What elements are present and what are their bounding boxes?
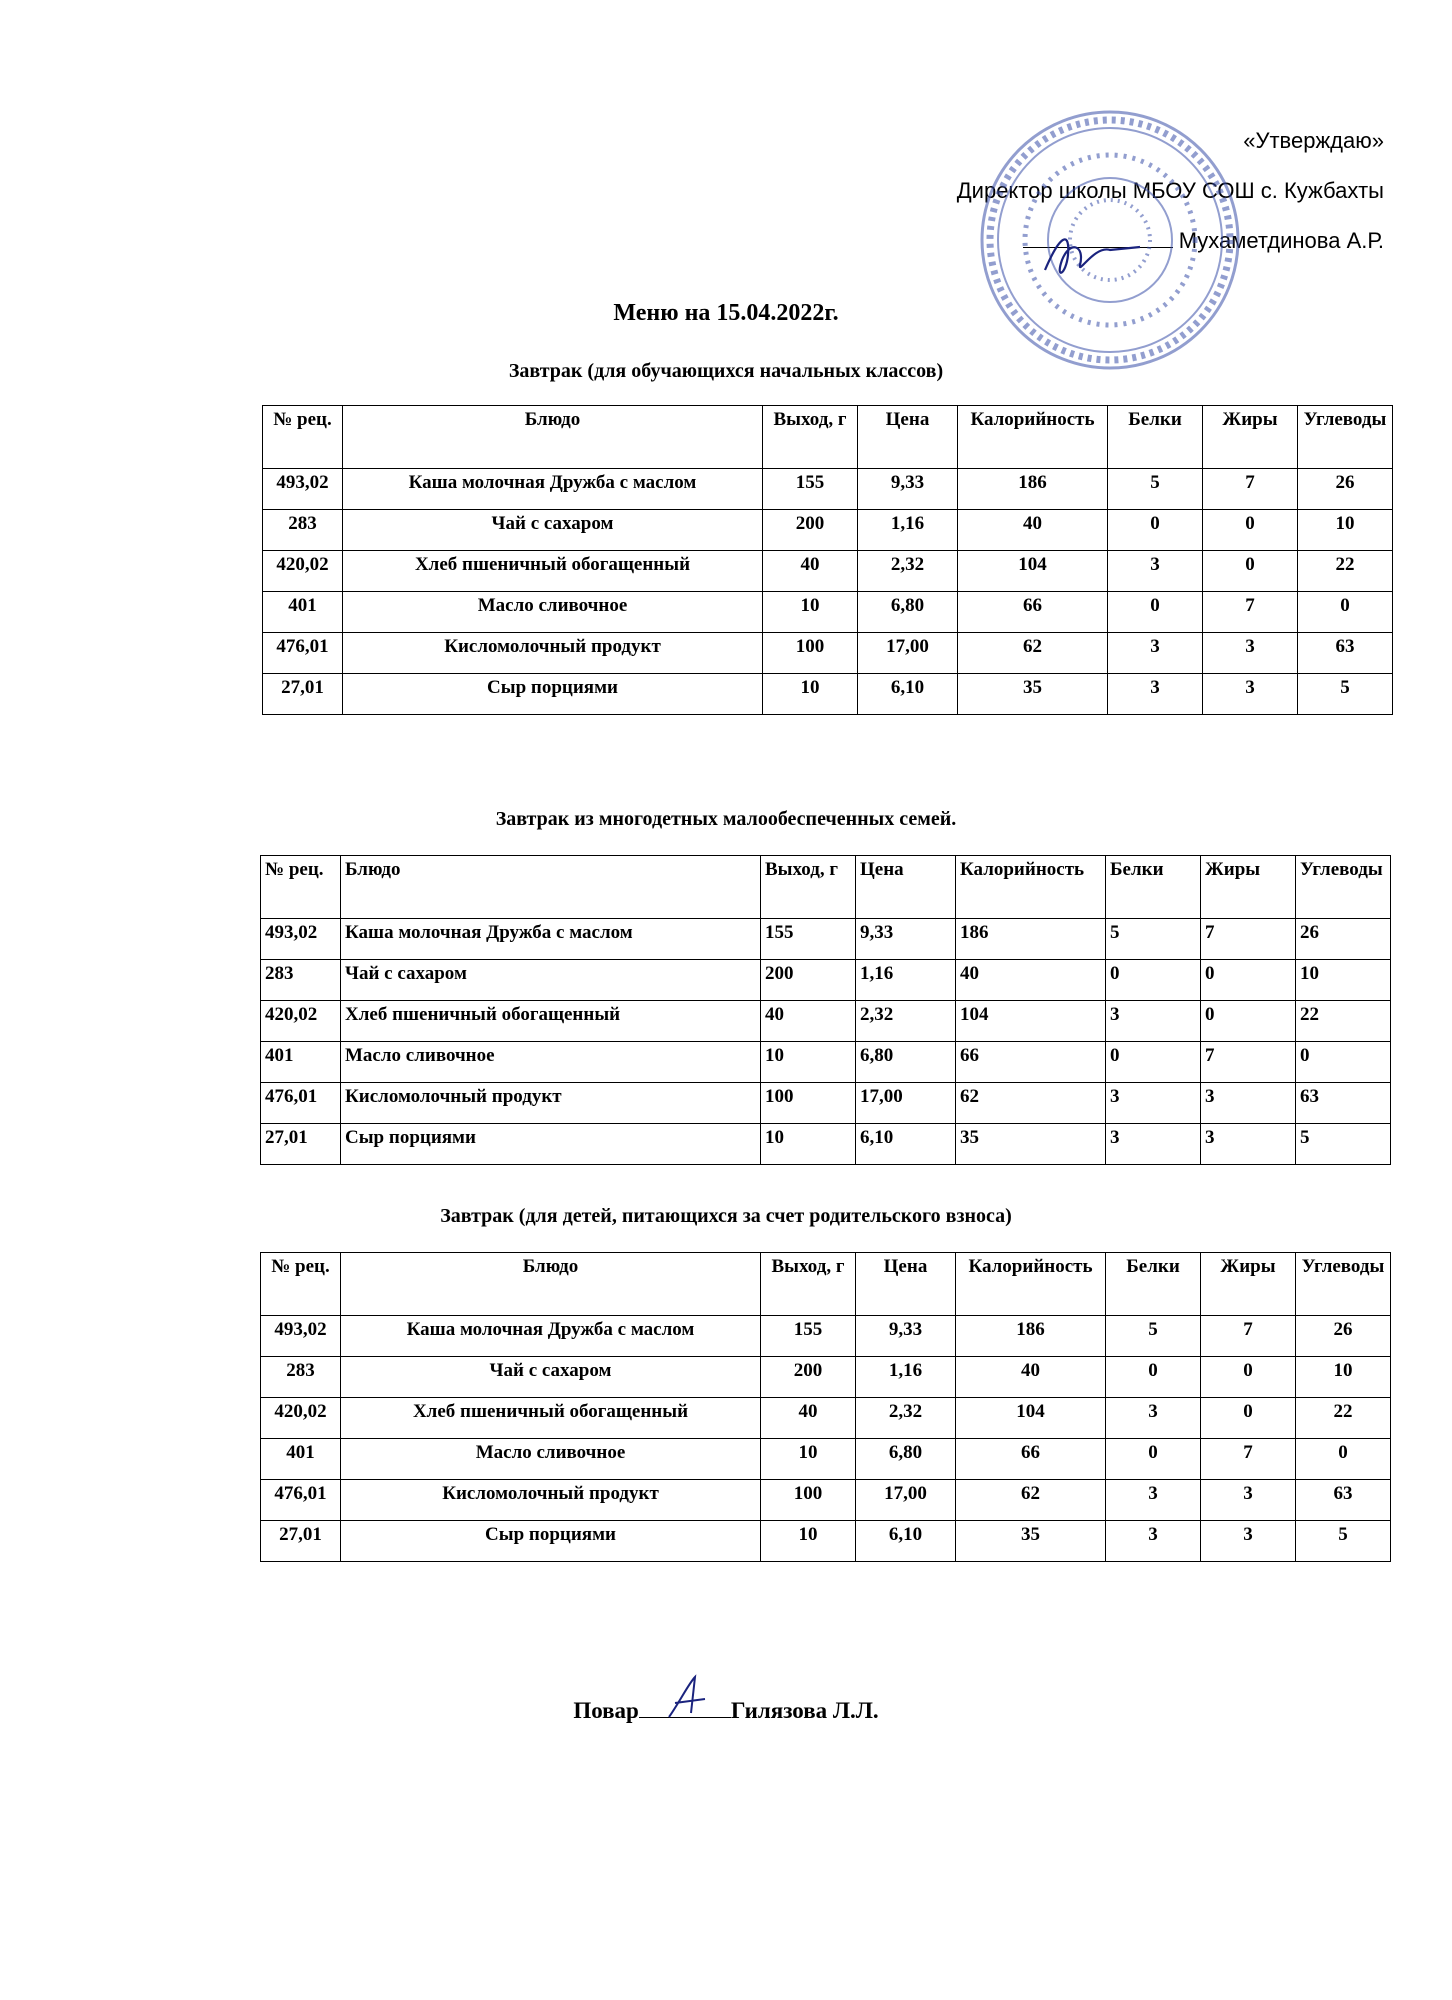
dish-name: Хлеб пшеничный обогащенный [343, 551, 763, 592]
table-header-row [261, 1253, 1391, 1316]
cook-role: Повар [573, 1698, 639, 1723]
cell: 3 [1106, 1398, 1201, 1439]
cell: 5 [1106, 1316, 1201, 1357]
header-cell: Калорийность [956, 1253, 1106, 1316]
dish-name: Сыр порциями [341, 1124, 761, 1165]
cell: 10 [761, 1521, 856, 1562]
table-row [261, 1521, 1391, 1562]
recipe-code: 283 [261, 1357, 341, 1398]
header-cell: Углеводы [1296, 856, 1391, 919]
cell: 10 [763, 592, 858, 633]
cell: 1,16 [858, 510, 958, 551]
dish-name: Чай с сахаром [343, 510, 763, 551]
header-cell: № рец. [261, 1253, 341, 1316]
table-row [263, 510, 1393, 551]
director-name: Мухаметдинова А.Р. [1178, 228, 1384, 253]
cell: 66 [958, 592, 1108, 633]
cook-signature-block [0, 1695, 1452, 1724]
cell: 3 [1108, 551, 1203, 592]
cell: 1,16 [856, 1357, 956, 1398]
recipe-code: 401 [261, 1042, 341, 1083]
table-row [261, 1124, 1391, 1165]
recipe-code: 420,02 [263, 551, 343, 592]
table-row [263, 633, 1393, 674]
table-row [261, 960, 1391, 1001]
cell: 3 [1106, 1083, 1201, 1124]
cell: 10 [763, 674, 858, 715]
dish-name: Кисломолочный продукт [341, 1480, 761, 1521]
recipe-code: 476,01 [263, 633, 343, 674]
recipe-code: 283 [261, 960, 341, 1001]
cell: 9,33 [856, 1316, 956, 1357]
recipe-code: 493,02 [261, 919, 341, 960]
table-row [263, 551, 1393, 592]
recipe-code: 476,01 [261, 1480, 341, 1521]
header-cell: Жиры [1203, 406, 1298, 469]
table-row [261, 1083, 1391, 1124]
cell: 9,33 [856, 919, 956, 960]
header-cell: Выход, г [763, 406, 858, 469]
cell: 10 [761, 1124, 856, 1165]
cell: 3 [1106, 1521, 1201, 1562]
cell: 63 [1298, 633, 1393, 674]
cell: 0 [1203, 551, 1298, 592]
cell: 26 [1296, 919, 1391, 960]
dish-name: Чай с сахаром [341, 960, 761, 1001]
signature-line [639, 1695, 731, 1718]
cell: 35 [958, 674, 1108, 715]
cell: 26 [1296, 1316, 1391, 1357]
cell: 6,10 [858, 674, 958, 715]
cell: 66 [956, 1042, 1106, 1083]
cell: 155 [763, 469, 858, 510]
cell: 7 [1201, 919, 1296, 960]
cell: 0 [1106, 960, 1201, 1001]
cell: 7 [1203, 469, 1298, 510]
cell: 62 [956, 1480, 1106, 1521]
dish-name: Кисломолочный продукт [341, 1083, 761, 1124]
section-title-2: Завтрак из многодетных малообеспеченных семей. [495, 808, 957, 830]
table-row [261, 1480, 1391, 1521]
cell: 66 [956, 1439, 1106, 1480]
cell: 22 [1298, 551, 1393, 592]
cell: 40 [761, 1001, 856, 1042]
cell: 3 [1108, 633, 1203, 674]
cell: 3 [1201, 1480, 1296, 1521]
recipe-code: 476,01 [261, 1083, 341, 1124]
cell: 3 [1201, 1521, 1296, 1562]
cell: 40 [956, 960, 1106, 1001]
header-cell: Блюдо [341, 1253, 761, 1316]
header-cell: № рец. [261, 856, 341, 919]
cell: 10 [761, 1439, 856, 1480]
recipe-code: 493,02 [261, 1316, 341, 1357]
cell: 10 [1298, 510, 1393, 551]
cell: 10 [761, 1042, 856, 1083]
header-cell: Цена [856, 856, 956, 919]
cell: 6,10 [856, 1521, 956, 1562]
cell: 7 [1201, 1316, 1296, 1357]
cell: 0 [1201, 1398, 1296, 1439]
director-signature-icon [1040, 225, 1150, 285]
table-row [261, 1001, 1391, 1042]
cell: 3 [1203, 674, 1298, 715]
dish-name: Масло сливочное [341, 1042, 761, 1083]
cell: 10 [1296, 1357, 1391, 1398]
cell: 186 [956, 1316, 1106, 1357]
cook-signature-icon [661, 1673, 711, 1721]
cell: 0 [1201, 960, 1296, 1001]
cell: 2,32 [858, 551, 958, 592]
header-cell: Калорийность [956, 856, 1106, 919]
table-row [261, 919, 1391, 960]
cell: 104 [958, 551, 1108, 592]
cell: 0 [1108, 510, 1203, 551]
cell: 0 [1296, 1042, 1391, 1083]
cell: 62 [956, 1083, 1106, 1124]
cell: 0 [1108, 592, 1203, 633]
cell: 0 [1201, 1001, 1296, 1042]
cell: 6,80 [856, 1439, 956, 1480]
header-cell: Выход, г [761, 856, 856, 919]
cell: 40 [761, 1398, 856, 1439]
cell: 22 [1296, 1001, 1391, 1042]
header-cell: Углеводы [1296, 1253, 1391, 1316]
cell: 155 [761, 919, 856, 960]
cell: 17,00 [858, 633, 958, 674]
cell: 200 [763, 510, 858, 551]
cell: 3 [1106, 1124, 1201, 1165]
cell: 2,32 [856, 1001, 956, 1042]
table-header-row [261, 856, 1391, 919]
header-cell: Калорийность [958, 406, 1108, 469]
recipe-code: 401 [263, 592, 343, 633]
header-cell: Жиры [1201, 1253, 1296, 1316]
recipe-code: 420,02 [261, 1398, 341, 1439]
cell: 0 [1106, 1042, 1201, 1083]
cell: 186 [958, 469, 1108, 510]
dish-name: Сыр порциями [343, 674, 763, 715]
cell: 5 [1108, 469, 1203, 510]
cell: 40 [958, 510, 1108, 551]
recipe-code: 27,01 [261, 1124, 341, 1165]
dish-name: Каша молочная Дружба с маслом [343, 469, 763, 510]
section-title-3: Завтрак (для детей, питающихся за счет родительского взноса) [440, 1205, 1012, 1227]
header-cell: Жиры [1201, 856, 1296, 919]
approval-position: Директор школы МБОУ СОШ с. Кужбахты [956, 178, 1384, 203]
dish-name: Чай с сахаром [341, 1357, 761, 1398]
cell: 7 [1203, 592, 1298, 633]
cell: 100 [761, 1083, 856, 1124]
cell: 63 [1296, 1480, 1391, 1521]
cell: 9,33 [858, 469, 958, 510]
cell: 35 [956, 1521, 1106, 1562]
header-cell: Белки [1106, 1253, 1201, 1316]
cell: 100 [763, 633, 858, 674]
menu-table-2 [260, 855, 1391, 1165]
cell: 3 [1106, 1480, 1201, 1521]
cell: 3 [1203, 633, 1298, 674]
cell: 7 [1201, 1439, 1296, 1480]
cell: 2,32 [856, 1398, 956, 1439]
dish-name: Хлеб пшеничный обогащенный [341, 1398, 761, 1439]
cell: 0 [1201, 1357, 1296, 1398]
cell: 40 [956, 1357, 1106, 1398]
header-cell: Блюдо [343, 406, 763, 469]
dish-name: Хлеб пшеничный обогащенный [341, 1001, 761, 1042]
dish-name: Каша молочная Дружба с маслом [341, 1316, 761, 1357]
cell: 200 [761, 960, 856, 1001]
recipe-code: 27,01 [263, 674, 343, 715]
cell: 0 [1106, 1357, 1201, 1398]
dish-name: Сыр порциями [341, 1521, 761, 1562]
cell: 6,10 [856, 1124, 956, 1165]
cell: 5 [1296, 1521, 1391, 1562]
cell: 62 [958, 633, 1108, 674]
cell: 186 [956, 919, 1106, 960]
cell: 104 [956, 1398, 1106, 1439]
cell: 155 [761, 1316, 856, 1357]
header-cell: Белки [1108, 406, 1203, 469]
cell: 5 [1296, 1124, 1391, 1165]
dish-name: Масло сливочное [341, 1439, 761, 1480]
cell: 0 [1298, 592, 1393, 633]
table-row [263, 674, 1393, 715]
header-cell: Углеводы [1298, 406, 1393, 469]
cell: 17,00 [856, 1083, 956, 1124]
header-cell: Блюдо [341, 856, 761, 919]
cell: 200 [761, 1357, 856, 1398]
table-row [263, 469, 1393, 510]
header-cell: Цена [856, 1253, 956, 1316]
table-row [261, 1439, 1391, 1480]
cell: 5 [1298, 674, 1393, 715]
cell: 26 [1298, 469, 1393, 510]
page-title: Меню на 15.04.2022г. [613, 300, 839, 326]
cell: 104 [956, 1001, 1106, 1042]
cell: 3 [1201, 1124, 1296, 1165]
header-cell: Цена [858, 406, 958, 469]
cell: 3 [1108, 674, 1203, 715]
cook-name: Гилязова Л.Л. [730, 1698, 879, 1723]
menu-table-3 [260, 1252, 1391, 1562]
cell: 22 [1296, 1398, 1391, 1439]
cell: 0 [1203, 510, 1298, 551]
header-cell: Белки [1106, 856, 1201, 919]
menu-table-1 [262, 405, 1393, 715]
dish-name: Кисломолочный продукт [343, 633, 763, 674]
cell: 6,80 [858, 592, 958, 633]
cell: 35 [956, 1124, 1106, 1165]
cell: 1,16 [856, 960, 956, 1001]
approval-heading: «Утверждаю» [1243, 128, 1384, 153]
cell: 17,00 [856, 1480, 956, 1521]
header-cell: Выход, г [761, 1253, 856, 1316]
cell: 3 [1106, 1001, 1201, 1042]
dish-name: Каша молочная Дружба с маслом [341, 919, 761, 960]
cell: 63 [1296, 1083, 1391, 1124]
cell: 0 [1106, 1439, 1201, 1480]
table-row [261, 1357, 1391, 1398]
cell: 6,80 [856, 1042, 956, 1083]
cell: 10 [1296, 960, 1391, 1001]
table-header-row [263, 406, 1393, 469]
recipe-code: 420,02 [261, 1001, 341, 1042]
cell: 5 [1106, 919, 1201, 960]
recipe-code: 283 [263, 510, 343, 551]
header-cell: № рец. [263, 406, 343, 469]
cell: 100 [761, 1480, 856, 1521]
cell: 40 [763, 551, 858, 592]
table-row [261, 1398, 1391, 1439]
recipe-code: 27,01 [261, 1521, 341, 1562]
recipe-code: 401 [261, 1439, 341, 1480]
section-title-1: Завтрак (для обучающихся начальных классов) [508, 360, 944, 382]
cell: 3 [1201, 1083, 1296, 1124]
table-row [261, 1042, 1391, 1083]
recipe-code: 493,02 [263, 469, 343, 510]
table-row [263, 592, 1393, 633]
cell: 0 [1296, 1439, 1391, 1480]
cell: 7 [1201, 1042, 1296, 1083]
dish-name: Масло сливочное [343, 592, 763, 633]
table-row [261, 1316, 1391, 1357]
